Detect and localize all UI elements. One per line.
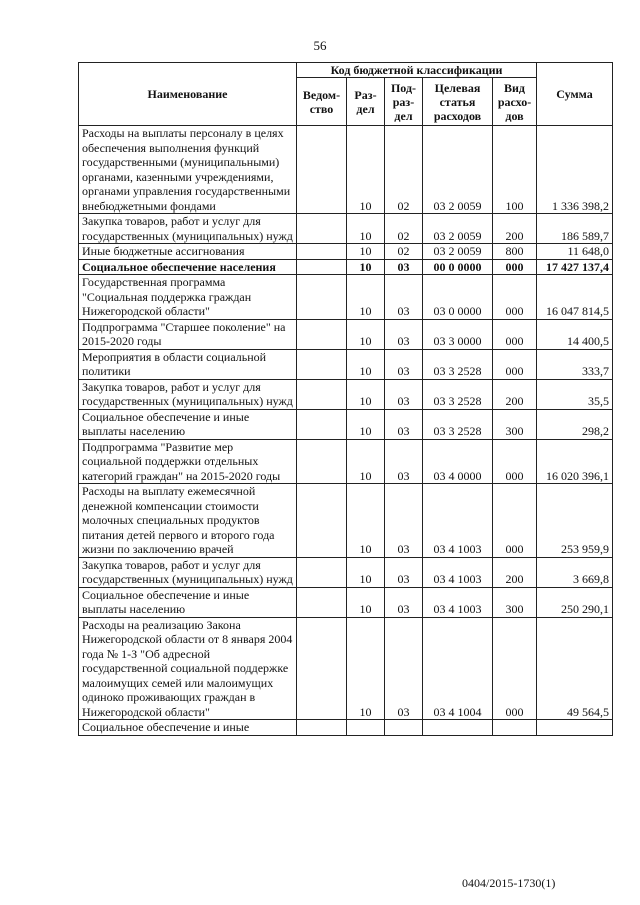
row-podrazdel — [385, 720, 423, 736]
row-podrazdel: 02 — [385, 214, 423, 244]
row-podrazdel: 02 — [385, 126, 423, 214]
row-vedomstvo — [297, 439, 347, 484]
row-celevaya-statya: 03 3 2528 — [423, 349, 493, 379]
header-podrazdel: Под-раз-дел — [385, 78, 423, 126]
row-celevaya-statya: 03 0 0000 — [423, 275, 493, 320]
row-razdel: 10 — [347, 587, 385, 617]
row-sum: 35,5 — [537, 379, 613, 409]
row-podrazdel: 03 — [385, 587, 423, 617]
row-podrazdel: 03 — [385, 259, 423, 275]
row-razdel: 10 — [347, 214, 385, 244]
row-podrazdel: 03 — [385, 617, 423, 720]
row-name: Закупка товаров, работ и услуг для государственных (муниципальных) нужд — [79, 379, 297, 409]
row-celevaya-statya: 03 4 1003 — [423, 587, 493, 617]
header-sum: Сумма — [537, 63, 613, 126]
row-sum: 1 336 398,2 — [537, 126, 613, 214]
row-razdel: 10 — [347, 484, 385, 558]
row-razdel: 10 — [347, 259, 385, 275]
row-sum — [537, 720, 613, 736]
row-vid-rashodov: 300 — [493, 409, 537, 439]
row-sum: 11 648,0 — [537, 244, 613, 260]
table-row — [79, 720, 613, 736]
row-name: Расходы на выплаты персоналу в целях обеспечения выполнения функций государственными (муниципальными) органами, казенными учреждениями, органами управления государственными внебюджетными фондами — [79, 126, 297, 214]
row-razdel: 10 — [347, 409, 385, 439]
row-razdel: 10 — [347, 617, 385, 720]
row-name: Государственная программа "Социальная поддержка граждан Нижегородской области" — [79, 275, 297, 320]
table-row — [79, 439, 613, 484]
row-vid-rashodov: 200 — [493, 379, 537, 409]
row-name: Подпрограмма "Развитие мер социальной поддержки отдельных категорий граждан" на 2015-2020 годы — [79, 439, 297, 484]
row-vid-rashodov: 100 — [493, 126, 537, 214]
row-podrazdel: 03 — [385, 319, 423, 349]
row-name: Иные бюджетные ассигнования — [79, 244, 297, 260]
table-row — [79, 214, 613, 244]
row-celevaya-statya: 00 0 0000 — [423, 259, 493, 275]
row-razdel: 10 — [347, 244, 385, 260]
table-row — [79, 244, 613, 260]
row-vedomstvo — [297, 275, 347, 320]
row-vid-rashodov: 000 — [493, 275, 537, 320]
row-vid-rashodov: 000 — [493, 439, 537, 484]
row-vid-rashodov: 000 — [493, 319, 537, 349]
row-name: Расходы на реализацию Закона Нижегородской области от 8 января 2004 года № 1-З "Об адресной государственной социальной поддержке малоимущих семей или малоимущих одиноко проживающих граждан в Нижегородской области" — [79, 617, 297, 720]
table-row — [79, 349, 613, 379]
row-sum: 17 427 137,4 — [537, 259, 613, 275]
row-sum: 14 400,5 — [537, 319, 613, 349]
row-podrazdel: 03 — [385, 439, 423, 484]
row-celevaya-statya: 03 4 0000 — [423, 439, 493, 484]
row-razdel: 10 — [347, 557, 385, 587]
row-podrazdel: 02 — [385, 244, 423, 260]
table-row — [79, 275, 613, 320]
row-sum: 49 564,5 — [537, 617, 613, 720]
row-vid-rashodov: 300 — [493, 587, 537, 617]
row-celevaya-statya: 03 4 1003 — [423, 557, 493, 587]
row-sum: 16 047 814,5 — [537, 275, 613, 320]
row-podrazdel: 03 — [385, 349, 423, 379]
row-vedomstvo — [297, 617, 347, 720]
row-sum: 333,7 — [537, 349, 613, 379]
row-name: Социальное обеспечение и иные — [79, 720, 297, 736]
document-code: 0404/2015-1730(1) — [462, 876, 556, 890]
row-razdel: 10 — [347, 275, 385, 320]
row-name: Социальное обеспечение и иные выплаты населению — [79, 409, 297, 439]
row-vid-rashodov: 000 — [493, 259, 537, 275]
row-vedomstvo — [297, 126, 347, 214]
table-row — [79, 587, 613, 617]
row-vedomstvo — [297, 379, 347, 409]
row-podrazdel: 03 — [385, 409, 423, 439]
row-vid-rashodov: 800 — [493, 244, 537, 260]
row-name: Закупка товаров, работ и услуг для государственных (муниципальных) нужд — [79, 214, 297, 244]
row-sum: 186 589,7 — [537, 214, 613, 244]
row-sum: 253 959,9 — [537, 484, 613, 558]
row-razdel: 10 — [347, 349, 385, 379]
row-vid-rashodov: 000 — [493, 484, 537, 558]
header-vedomstvo: Ведом-ство — [297, 78, 347, 126]
table-row — [79, 409, 613, 439]
budget-table — [78, 62, 613, 736]
row-sum: 16 020 396,1 — [537, 439, 613, 484]
row-sum: 298,2 — [537, 409, 613, 439]
table-row — [79, 379, 613, 409]
row-vid-rashodov: 000 — [493, 617, 537, 720]
row-razdel: 10 — [347, 379, 385, 409]
header-vid-rashodov: Вид расхо-дов — [493, 78, 537, 126]
row-vedomstvo — [297, 319, 347, 349]
page-number: 56 — [313, 38, 327, 53]
row-celevaya-statya: 03 2 0059 — [423, 126, 493, 214]
row-podrazdel: 03 — [385, 484, 423, 558]
row-name: Подпрограмма "Старшее поколение" на 2015-2020 годы — [79, 319, 297, 349]
row-celevaya-statya: 03 2 0059 — [423, 244, 493, 260]
row-celevaya-statya: 03 3 2528 — [423, 379, 493, 409]
header-celevaya-statya: Целевая статья расходов — [423, 78, 493, 126]
row-vedomstvo — [297, 587, 347, 617]
row-celevaya-statya: 03 4 1004 — [423, 617, 493, 720]
row-vedomstvo — [297, 349, 347, 379]
row-vid-rashodov: 200 — [493, 557, 537, 587]
row-celevaya-statya: 03 3 2528 — [423, 409, 493, 439]
table-row — [79, 557, 613, 587]
row-vedomstvo — [297, 720, 347, 736]
row-name: Расходы на выплату ежемесячной денежной компенсации стоимости молочных специальных продуктов питания детей первого и второго года жизни по заключению врачей — [79, 484, 297, 558]
row-sum: 3 669,8 — [537, 557, 613, 587]
row-razdel: 10 — [347, 439, 385, 484]
row-celevaya-statya — [423, 720, 493, 736]
row-podrazdel: 03 — [385, 379, 423, 409]
header-name: Наименование — [79, 63, 297, 126]
row-podrazdel: 03 — [385, 275, 423, 320]
row-vedomstvo — [297, 244, 347, 260]
row-vedomstvo — [297, 484, 347, 558]
row-vid-rashodov — [493, 720, 537, 736]
row-vedomstvo — [297, 557, 347, 587]
row-vid-rashodov: 200 — [493, 214, 537, 244]
row-razdel: 10 — [347, 319, 385, 349]
table-row — [79, 259, 613, 275]
table-row — [79, 126, 613, 214]
row-razdel: 10 — [347, 126, 385, 214]
row-name: Социальное обеспечение и иные выплаты населению — [79, 587, 297, 617]
table-row — [79, 319, 613, 349]
header-razdel: Раз-дел — [347, 78, 385, 126]
row-vedomstvo — [297, 409, 347, 439]
row-vedomstvo — [297, 214, 347, 244]
table-row — [79, 617, 613, 720]
row-podrazdel: 03 — [385, 557, 423, 587]
table-row — [79, 484, 613, 558]
row-sum: 250 290,1 — [537, 587, 613, 617]
row-razdel — [347, 720, 385, 736]
row-celevaya-statya: 03 3 0000 — [423, 319, 493, 349]
row-celevaya-statya: 03 4 1003 — [423, 484, 493, 558]
row-vedomstvo — [297, 259, 347, 275]
row-name: Мероприятия в области социальной политики — [79, 349, 297, 379]
row-name: Социальное обеспечение населения — [79, 259, 297, 275]
row-celevaya-statya: 03 2 0059 — [423, 214, 493, 244]
row-name: Закупка товаров, работ и услуг для государственных (муниципальных) нужд — [79, 557, 297, 587]
row-vid-rashodov: 000 — [493, 349, 537, 379]
header-classification: Код бюджетной классификации — [297, 63, 537, 78]
